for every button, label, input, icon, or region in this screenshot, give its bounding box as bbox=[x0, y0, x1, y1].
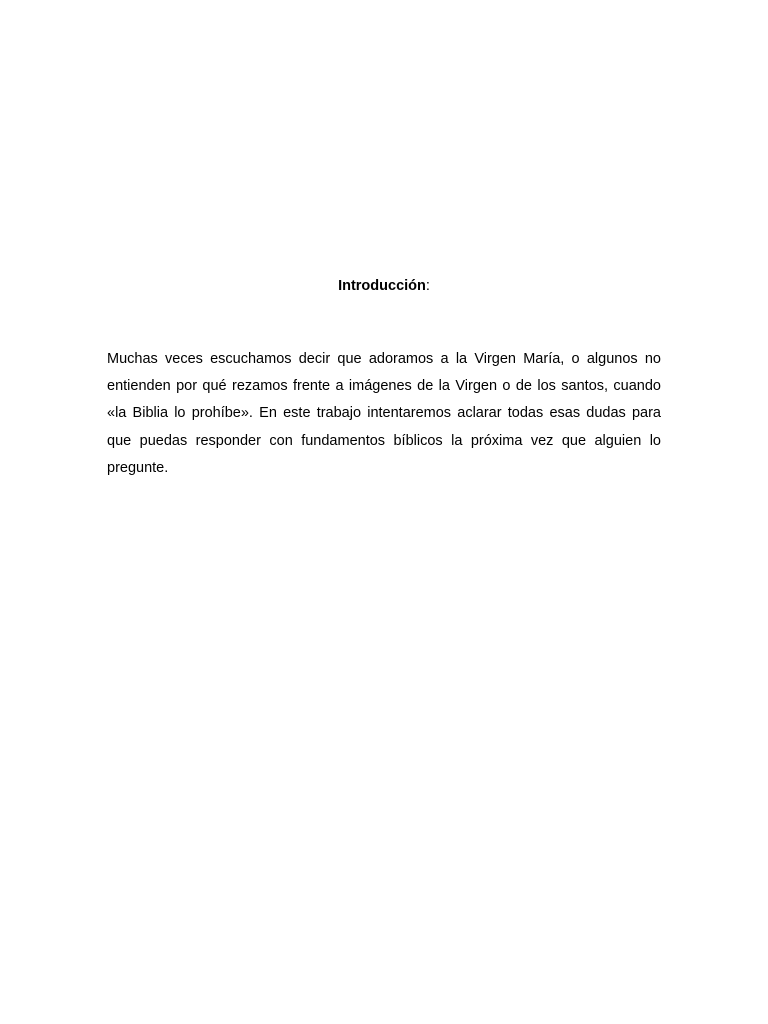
paragraph-line: «la Biblia lo prohíbe». En este trabajo intentaremos aclarar todas esas dudas para bbox=[107, 405, 661, 422]
paragraph-line: entienden por qué rezamos frente a imágenes de la Virgen o de los santos, cuando bbox=[107, 378, 661, 395]
section-heading bbox=[0, 276, 768, 296]
heading-title: Introducción bbox=[338, 278, 426, 294]
heading-colon: : bbox=[425, 278, 430, 294]
intro-paragraph bbox=[107, 346, 661, 482]
paragraph-line: que puedas responder con fundamentos bíblicos la próxima vez que alguien lo bbox=[107, 432, 661, 449]
paragraph-line: pregunte. bbox=[107, 459, 169, 476]
paragraph-line: Muchas veces escuchamos decir que adoramos a la Virgen María, o algunos no bbox=[107, 351, 661, 367]
